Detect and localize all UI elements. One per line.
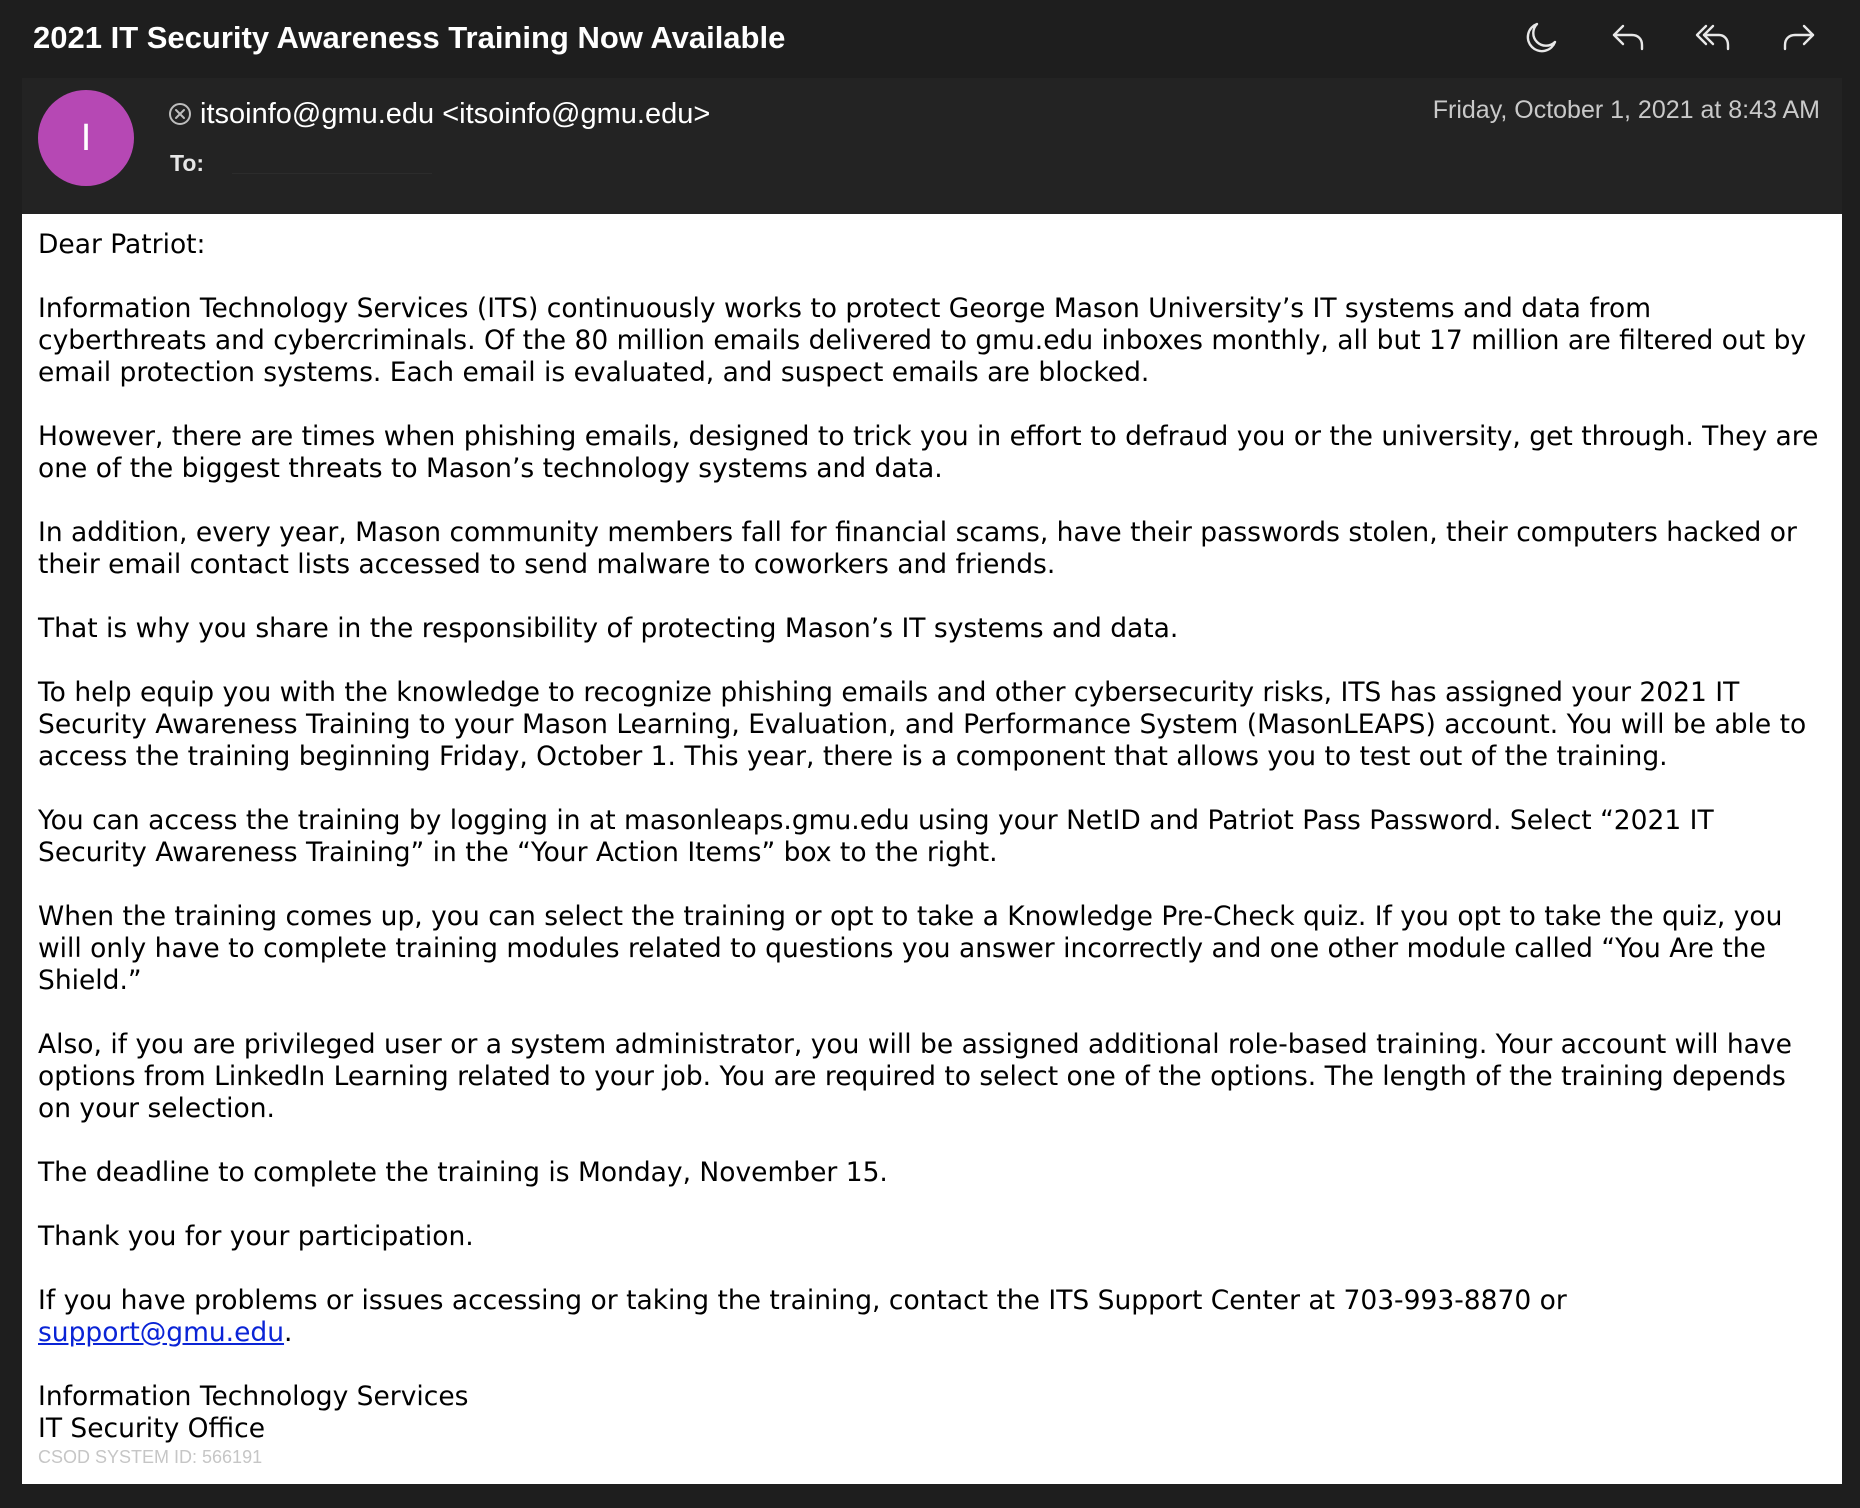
forward-icon [1779,17,1819,62]
paragraph: Also, if you are privileged user or a system administrator, you will be assigned additional role-based training. Your account will have options from LinkedIn Learning related to your job. You are required to select one of the options. The length of the training depends on your selection. [38,1029,1792,1124]
support-text: If you have problems or issues accessing or taking the training, contact the ITS Support Center at 703-993-8870 or [38,1285,1567,1316]
support-paragraph [38,1285,1826,1349]
reply-button[interactable] [1605,16,1651,62]
message-body [22,214,1842,1484]
message-date: Friday, October 1, 2021 at 8:43 AM [1432,96,1820,124]
moon-icon [1522,17,1562,62]
reply-all-icon [1693,17,1733,62]
paragraph: That is why you share in the responsibility of protecting Mason’s IT systems and data. [38,613,1179,644]
paragraph: Information Technology Services (ITS) continuously works to protect George Mason University’s IT systems and data from cyberthreats and cybercriminals. Of the 80 million emails delivered to gmu.edu inboxes monthly, all but 17 million are filtered out by email protection systems. Each email is evaluated, and suspect emails are blocked. [38,293,1807,388]
reply-all-button[interactable] [1690,16,1736,62]
remove-sender-icon[interactable] [168,102,192,126]
forward-button[interactable] [1776,16,1822,62]
recipient-row [170,148,432,178]
message-header [22,78,1842,214]
recipient-redacted [232,153,432,174]
system-id: CSOD SYSTEM ID: 566191 [38,1447,263,1467]
paragraph: In addition, every year, Mason community members fall for financial scams, have their passwords stolen, their computers hacked or their email contact lists accessed to send malware to coworkers and friends. [38,517,1797,580]
paragraph: However, there are times when phishing emails, designed to trick you in effort to defraud you or the university, get through. They are one of the biggest threats to Mason’s technology systems and data. [38,421,1819,484]
signature-line: Information Technology Services [38,1381,469,1412]
avatar: I [38,90,134,186]
sender-address[interactable]: itsoinfo@gmu.edu <itsoinfo@gmu.edu> [200,97,711,130]
paragraph: To help equip you with the knowledge to recognize phishing emails and other cybersecurity risks, ITS has assigned your 2021 IT Security Awareness Training to your Mason Learning, Evaluation, and Performance System (MasonLEAPS) account. You will be able to access the training beginning Friday, October 1. This year, there is a component that allows you to test out of the training. [38,677,1807,772]
reply-icon [1608,17,1648,62]
to-label: To: [170,149,205,176]
deadline-paragraph: The deadline to complete the training is Monday, November 15. [38,1157,888,1188]
paragraph: When the training comes up, you can select the training or opt to take a Knowledge Pre-Check quiz. If you opt to take the quiz, you will only have to complete training modules related to questions you answer incorrectly and one other module called “You Are the Shield.” [38,901,1783,996]
paragraph: You can access the training by logging in at masonleaps.gmu.edu using your NetID and Patriot Pass Password. Select “2021 IT Security Awareness Training” in the “Your Action Items” box to the right. [38,805,1714,868]
greeting: Dear Patriot: [38,229,206,260]
sender-row [168,94,710,134]
signature-line: IT Security Office [38,1413,266,1444]
thanks-paragraph: Thank you for your participation. [38,1221,474,1252]
title-bar [0,0,1860,78]
support-text-end: . [284,1317,293,1348]
support-email-link[interactable]: support@gmu.edu [38,1317,285,1348]
snooze-button[interactable] [1519,16,1565,62]
email-subject: 2021 IT Security Awareness Training Now Available [33,20,786,55]
